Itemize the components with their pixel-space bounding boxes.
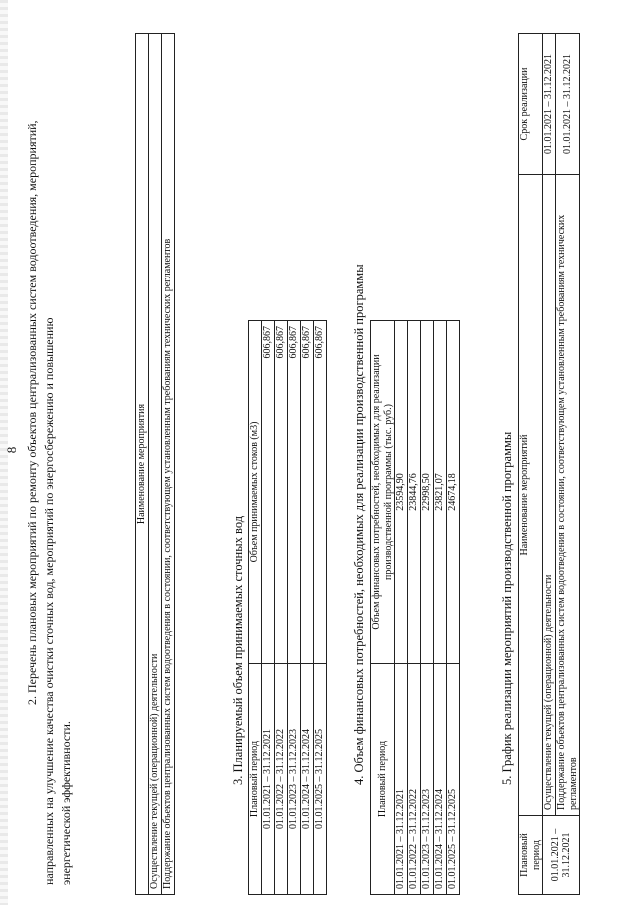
table-row: [314, 321, 327, 895]
financial-header: Объем финансовых потребностей, необходимых для реализации производственной программы (тыс. руб.): [371, 321, 395, 664]
measure-name-header: Наименование мероприятия: [136, 34, 149, 895]
deadline-cell: 01.01.2021 – 31.12.2021: [556, 34, 580, 175]
deadline-cell: 01.01.2021 – 31.12.2021: [543, 34, 556, 175]
section-2-heading: [24, 45, 75, 885]
section-3-title: 3. Планируемый объем принимаемых сточных вод: [231, 515, 245, 785]
volume-cell: 606,867: [262, 321, 275, 664]
amount-cell: 22998,50: [421, 321, 434, 664]
table-header-row: [136, 34, 149, 895]
table-header-row: [519, 34, 543, 895]
period-cell: 01.01.2021 – 31.12.2021: [543, 816, 580, 895]
table-row: [408, 321, 421, 895]
page-number: 8: [4, 446, 19, 454]
table-header-row: [371, 321, 395, 895]
table-row: [275, 321, 288, 895]
amount-cell: 23821,07: [434, 321, 447, 664]
volume-cell: 606,867: [314, 321, 327, 664]
section-2-line-3: энергетической эффективности.: [59, 721, 73, 885]
table-row: [162, 34, 175, 895]
section-2-line-2: направленных на улучшение качества очистки сточных вод, мероприятий по энергосбережению и повышению: [42, 317, 56, 885]
schedule-table: [518, 33, 580, 895]
period-header: Плановый период: [371, 664, 395, 895]
volume-cell: 606,867: [301, 321, 314, 664]
period-cell: 01.01.2024 – 31.12.2024: [301, 664, 314, 895]
table-cell: Осуществление текущей (операционной) деятельности: [149, 34, 162, 895]
amount-cell: 23594,90: [395, 321, 408, 664]
period-cell: 01.01.2023 – 31.12.2023: [421, 664, 434, 895]
volume-cell: 606,867: [275, 321, 288, 664]
table-row: [149, 34, 162, 895]
table-row: [556, 34, 580, 895]
table-row: [395, 321, 408, 895]
period-cell: 01.01.2025 – 31.12.2025: [314, 664, 327, 895]
table-row: [434, 321, 447, 895]
wastewater-volume-table: [248, 320, 327, 895]
period-cell: 01.01.2022 – 31.12.2022: [408, 664, 421, 895]
table-header-row: [249, 321, 262, 895]
period-cell: 01.01.2022 – 31.12.2022: [275, 664, 288, 895]
table-row: [288, 321, 301, 895]
table-row: [421, 321, 434, 895]
amount-cell: 23844,76: [408, 321, 421, 664]
table-cell: Поддержание объектов централизованных систем водоотведения в состоянии, соответствующем установленным требованиям технических регламентов: [162, 34, 175, 895]
section-4-title: 4. Объем финансовых потребностей, необходимых для реализации производственной программы: [352, 264, 366, 785]
period-header: Плановый период: [519, 816, 543, 895]
period-cell: 01.01.2024 – 31.12.2024: [434, 664, 447, 895]
deadline-header: Срок реализации: [519, 34, 543, 175]
volume-header: Объем принимаемых стоков (м3): [249, 321, 262, 664]
table-row: [262, 321, 275, 895]
measure-cell: Поддержание объектов централизованных систем водоотведения в состоянии, соответствующем установленным требованиям технических регламентов: [556, 175, 580, 816]
table-row: [447, 321, 460, 895]
section-5-title: 5. График реализации мероприятий производственной программы: [500, 431, 514, 785]
table-row: [301, 321, 314, 895]
measure-cell: Осуществление текущей (операционной) деятельности: [543, 175, 556, 816]
period-cell: 01.01.2021 – 31.12.2021: [262, 664, 275, 895]
volume-cell: 606,867: [288, 321, 301, 664]
table-row: [543, 34, 556, 895]
period-cell: 01.01.2023 – 31.12.2023: [288, 664, 301, 895]
measures-table: [135, 33, 175, 895]
measures-header: Наименование мероприятий: [519, 175, 543, 816]
period-header: Плановый период: [249, 664, 262, 895]
section-2-line-1: 2. Перечень плановых мероприятий по ремонту объектов централизованных систем водоотведения, мероприятий,: [25, 120, 39, 705]
financial-needs-table: [370, 320, 460, 895]
period-cell: 01.01.2025 – 31.12.2025: [447, 664, 460, 895]
period-cell: 01.01.2021 – 31.12.2021: [395, 664, 408, 895]
amount-cell: 24674,18: [447, 321, 460, 664]
